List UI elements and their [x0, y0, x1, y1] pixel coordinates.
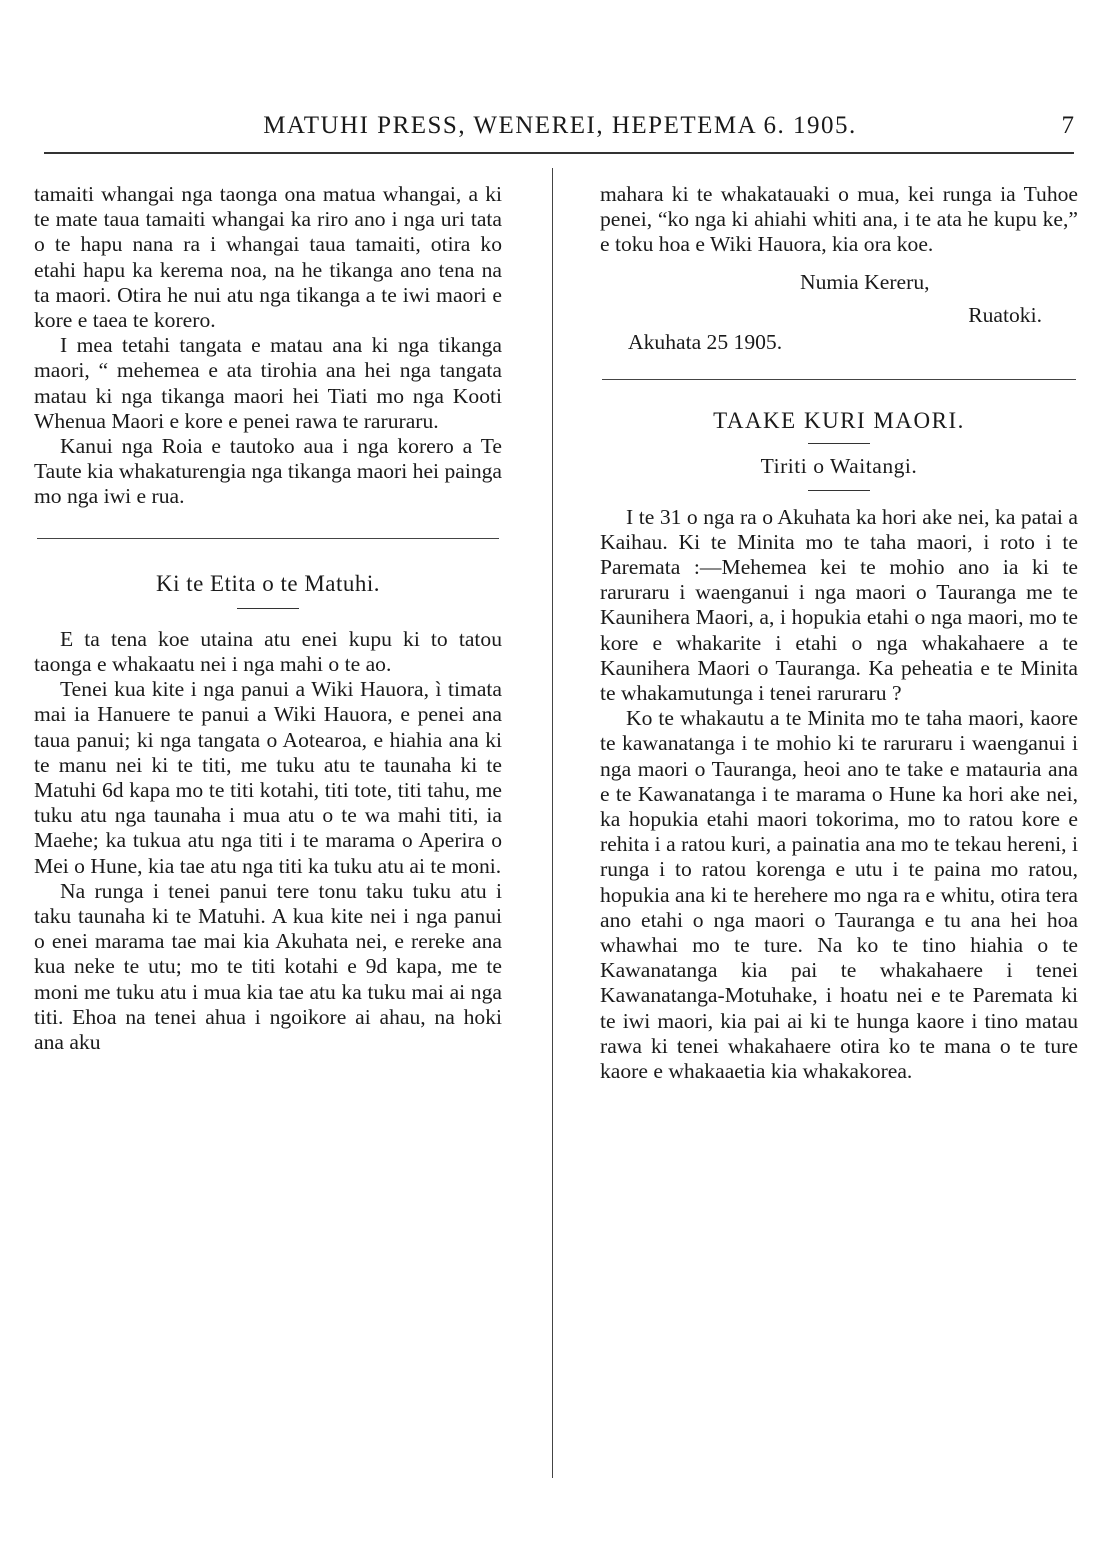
- letter-paragraph: E ta tena koe utaina atu enei kupu ki to tatou taonga e whakaatu nei i nga mahi o te ao.: [34, 626, 502, 677]
- article-continuation-paragraph: tamaiti whangai nga taonga ona matua whangai, a ki te mate taua tamaiti whangai ka riro ano i nga uri tata o te hapu nana ra i whangai taua tamaiti, otira ko etahi hapu ka kerema noa, na he tikanga ano tena na ta maori. Otira he nui atu nga tikanga a te iwi maori e kore e taea te korero.: [34, 182, 502, 333]
- column-divider: [552, 168, 553, 1478]
- page-header: [40, 112, 1080, 148]
- letter-paragraph: Na runga i tenei panui tere tonu taku tuku atu i taku taunaha ki te Matuhi. A kua kite nei i nga panui o enei marama tae mai kia Akuhata nei, e rereke ana kua neke te utu; mo te titi kotahi e 9d kapa, me te moni me tuku atu i mua kia tae atu ka tuku mai ai nga titi. Ehoa na tenei ahua i ngoikore ai ahau, na hoki ana aku: [34, 878, 502, 1055]
- heading-rule: [237, 608, 299, 609]
- section-rule: [37, 538, 499, 539]
- signature-place: Ruatoki.: [968, 302, 1042, 327]
- letter-paragraph: Tenei kua kite i nga panui a Wiki Hauora, ì timata mai ia Hanuere te panui a Wiki Hauora, e penei ana taua panui; ki nga tangata o Aotearoa, e hiahia ana ki te manu nei ki te titi, me tuku atu te taunaha ki te Matuhi 6d kapa mo te titi kotahi, titi tote, titi tahu, me tuku atu nga taunaha i mua atu o te wa mahi titi, ia Maehe; ka tukua atu nga titi i te marama o Aperira o Mei o Hune, kia tae atu nga titi ka tuku atu ai te moni.: [34, 677, 502, 878]
- letter-heading: Ki te Etita o te Matuhi.: [155, 570, 381, 596]
- section-rule: [602, 379, 1076, 380]
- header-rule: [44, 152, 1074, 154]
- article-continuation-paragraph: Kanui nga Roia e tautoko aua i nga korero a Te Taute kia whakaturengia nga tikanga maori hei painga mo nga iwi e rua.: [34, 434, 502, 509]
- article-paragraph: I te 31 o nga ra o Akuhata ka hori ake nei, ka patai a Kaihau. Ki te Minita mo te taha maori, i roto i te Paremata :—Mehemea kei te mohio ano ia ki te raruraru i waenganui i nga maori o Tauranga me te Kaunihera Maori, a, i hopukia etahi o nga maori, mo te kore e whakarite i etahi o nga whakahaere a te Kaunihera Maori o Tauranga. Ka peheatia e te Minita te whakamutunga i tenei raruraru ?: [600, 504, 1078, 706]
- article-paragraph: Ko te whakautu a te Minita mo te taha maori, kaore te kawanatanga i te mohio ki te raruraru i waenganui i nga maori o Tauranga, heoi ano te take e matauria ana e te Kawanatanga i te marama o Hune ka hori ake nei, ka hopukia etahi maori tokorima, mo to ratou kore e rehita i a ratou kuri, a painatia ana mo te tekau hereni, i runga i to ratou korenga e utu i te paina mo ratou, hopukia ana ki te herehere mo nga ra e whitu, otira tera ano etahi o nga maori o Tauranga e tu ana hei hoa whawhai mo te ture. Na ko te tino hiahia o te Kawanatanga kia pai te whakahaere i tenei Kawanatanga-Motuhake, i hoatu nei e te Paremata ki te iwi maori, kia pai ai ki te hunga kaore i tino matau rawa ki tenei whakahaere otira ko te mana o te ture kaore e whakaaetia kia whakakorea.: [600, 706, 1078, 1084]
- article-subheading: Tiriti o Waitangi.: [760, 454, 918, 479]
- right-column: [600, 182, 1078, 1084]
- article-heading: TAAKE KURI MAORI.: [713, 408, 965, 434]
- letter-paragraph: mahara ki te whakatauaki o mua, kei runga ia Tuhoe penei, “ko nga ki ahiahi whiti ana, i te ata he kupu ke,” e toku hoa e Wiki Hauora, kia ora koe.: [600, 182, 1078, 257]
- left-column: [34, 182, 502, 1055]
- heading-rule: [808, 443, 870, 444]
- letter-date: Akuhata 25 1905.: [628, 330, 783, 355]
- masthead-title: MATUHI PRESS, WENEREI, HEPETEMA 6. 1905.: [263, 112, 857, 139]
- subheading-rule: [808, 490, 870, 491]
- signature-name: Numia Kereru,: [800, 269, 930, 294]
- page-number: 7: [1061, 112, 1074, 139]
- article-continuation-paragraph: I mea tetahi tangata e matau ana ki nga tikanga maori, “ mehemea e ata tirohia ana hei nga tangata matau ki nga tikanga maori hei Tiati mo nga Kooti Whenua Maori e kore e penei rawa te raruraru.: [34, 333, 502, 433]
